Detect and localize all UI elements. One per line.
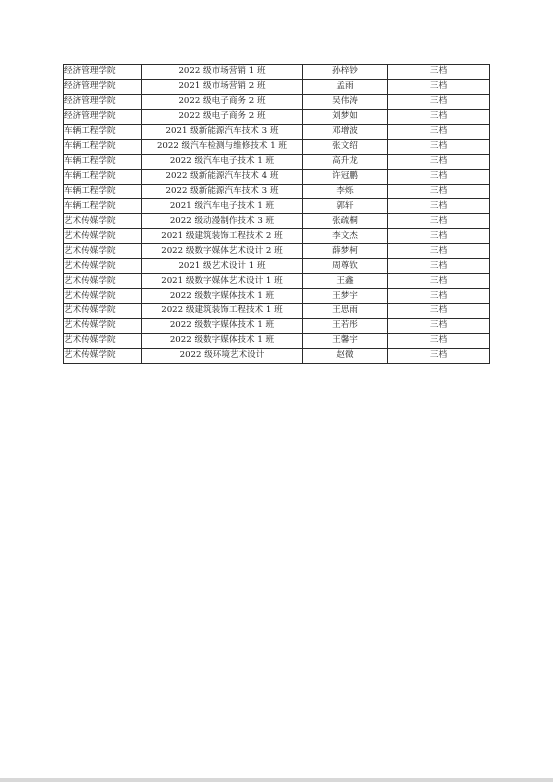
grade-cell: 三档	[388, 274, 490, 289]
student-name-cell: 李文杰	[303, 229, 388, 244]
college-cell: 车辆工程学院	[64, 139, 142, 154]
table-row	[64, 304, 490, 319]
grade-cell: 三档	[388, 199, 490, 214]
class-cell: 2021 级建筑装饰工程技术 2 班	[142, 229, 303, 244]
grade-cell: 三档	[388, 65, 490, 80]
college-cell: 艺术传媒学院	[64, 229, 142, 244]
class-cell: 2022 级电子商务 2 班	[142, 109, 303, 124]
class-cell: 2022 级新能源汽车技术 4 班	[142, 169, 303, 184]
student-name-cell: 王梦宇	[303, 289, 388, 304]
grade-cell: 三档	[388, 318, 490, 333]
college-cell: 艺术传媒学院	[64, 289, 142, 304]
table-row	[64, 244, 490, 259]
grade-cell: 三档	[388, 244, 490, 259]
table-row	[64, 199, 490, 214]
class-cell: 2022 级新能源汽车技术 3 班	[142, 184, 303, 199]
class-cell: 2022 级电子商务 2 班	[142, 94, 303, 109]
class-cell: 2022 级市场营销 1 班	[142, 65, 303, 80]
table-row	[64, 65, 490, 80]
student-name-cell: 孙梓钞	[303, 65, 388, 80]
student-name-cell: 吴伟涛	[303, 94, 388, 109]
grade-cell: 三档	[388, 333, 490, 348]
college-cell: 经济管理学院	[64, 94, 142, 109]
grade-cell: 三档	[388, 304, 490, 319]
college-cell: 经济管理学院	[64, 79, 142, 94]
student-name-cell: 刘梦如	[303, 109, 388, 124]
class-cell: 2022 级数字媒体技术 1 班	[142, 318, 303, 333]
table-row	[64, 333, 490, 348]
student-name-cell: 孟雨	[303, 79, 388, 94]
student-name-cell: 赵微	[303, 348, 388, 363]
college-cell: 艺术传媒学院	[64, 348, 142, 363]
student-name-cell: 张文绍	[303, 139, 388, 154]
table-row	[64, 318, 490, 333]
table-row	[64, 169, 490, 184]
college-cell: 艺术传媒学院	[64, 333, 142, 348]
student-grade-table	[63, 64, 490, 364]
college-cell: 艺术传媒学院	[64, 318, 142, 333]
student-name-cell: 王鑫	[303, 274, 388, 289]
grade-cell: 三档	[388, 169, 490, 184]
student-name-cell: 高升龙	[303, 154, 388, 169]
class-cell: 2021 级新能源汽车技术 3 班	[142, 124, 303, 139]
student-name-cell: 周尊钦	[303, 259, 388, 274]
table-row	[64, 274, 490, 289]
table-row	[64, 94, 490, 109]
class-cell: 2022 级数字媒体技术 1 班	[142, 289, 303, 304]
grade-cell: 三档	[388, 184, 490, 199]
class-cell: 2021 级市场营销 2 班	[142, 79, 303, 94]
student-name-cell: 郭轩	[303, 199, 388, 214]
grade-cell: 三档	[388, 214, 490, 229]
table-row	[64, 109, 490, 124]
table-row	[64, 184, 490, 199]
table-row	[64, 154, 490, 169]
table-body	[64, 65, 490, 364]
page-bottom-edge	[0, 778, 553, 782]
grade-cell: 三档	[388, 259, 490, 274]
college-cell: 经济管理学院	[64, 109, 142, 124]
table-row	[64, 214, 490, 229]
student-name-cell: 王思雨	[303, 304, 388, 319]
grade-cell: 三档	[388, 229, 490, 244]
class-cell: 2022 级动漫制作技术 3 班	[142, 214, 303, 229]
grade-cell: 三档	[388, 139, 490, 154]
class-cell: 2022 级汽车检测与维修技术 1 班	[142, 139, 303, 154]
student-name-cell: 李烁	[303, 184, 388, 199]
college-cell: 经济管理学院	[64, 65, 142, 80]
grade-cell: 三档	[388, 79, 490, 94]
college-cell: 车辆工程学院	[64, 169, 142, 184]
college-cell: 车辆工程学院	[64, 184, 142, 199]
class-cell: 2021 级艺术设计 1 班	[142, 259, 303, 274]
student-name-cell: 王若彤	[303, 318, 388, 333]
college-cell: 车辆工程学院	[64, 199, 142, 214]
college-cell: 艺术传媒学院	[64, 214, 142, 229]
class-cell: 2021 级汽车电子技术 1 班	[142, 199, 303, 214]
table-row	[64, 229, 490, 244]
class-cell: 2022 级环境艺术设计	[142, 348, 303, 363]
college-cell: 艺术传媒学院	[64, 304, 142, 319]
table-row	[64, 259, 490, 274]
table-row	[64, 139, 490, 154]
table-row	[64, 289, 490, 304]
college-cell: 车辆工程学院	[64, 154, 142, 169]
college-cell: 艺术传媒学院	[64, 244, 142, 259]
student-name-cell: 张疏桐	[303, 214, 388, 229]
student-name-cell: 许冠鹏	[303, 169, 388, 184]
class-cell: 2022 级建筑装饰工程技术 1 班	[142, 304, 303, 319]
college-cell: 艺术传媒学院	[64, 274, 142, 289]
class-cell: 2021 级数字媒体艺术设计 1 班	[142, 274, 303, 289]
grade-cell: 三档	[388, 124, 490, 139]
grade-cell: 三档	[388, 348, 490, 363]
table-row	[64, 348, 490, 363]
grade-cell: 三档	[388, 154, 490, 169]
class-cell: 2022 级汽车电子技术 1 班	[142, 154, 303, 169]
student-name-cell: 邓增波	[303, 124, 388, 139]
student-name-cell: 薛梦柯	[303, 244, 388, 259]
college-cell: 艺术传媒学院	[64, 259, 142, 274]
table-row	[64, 79, 490, 94]
grade-cell: 三档	[388, 109, 490, 124]
class-cell: 2022 级数字媒体艺术设计 2 班	[142, 244, 303, 259]
grade-cell: 三档	[388, 94, 490, 109]
college-cell: 车辆工程学院	[64, 124, 142, 139]
table-row	[64, 124, 490, 139]
class-cell: 2022 级数字媒体技术 1 班	[142, 333, 303, 348]
student-name-cell: 王馨宇	[303, 333, 388, 348]
grade-cell: 三档	[388, 289, 490, 304]
